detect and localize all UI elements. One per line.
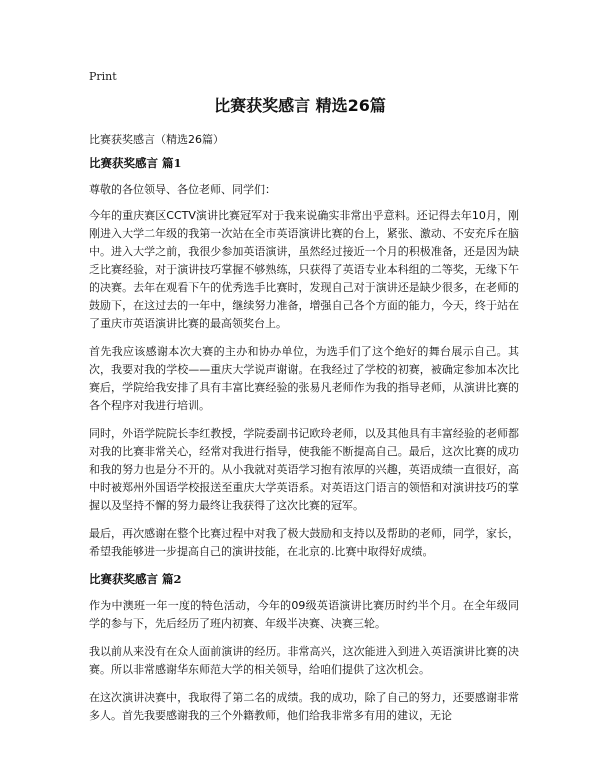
paragraph-greeting: 尊敬的各位领导、各位老师、同学们： (89, 183, 276, 196)
section-heading-1: 比赛获奖感言 篇1 (89, 156, 182, 170)
paragraph: 作为中澳班一年一度的特色活动，今年的09级英语演讲比赛历时约半个月。在全年级同学的参与下，先后经历了班内初赛、年级半决赛、决赛三轮。 (89, 599, 519, 630)
print-link[interactable]: Print (89, 70, 117, 83)
paragraph: 同时，外语学院院长李红教授，学院委副书记欧玲老师，以及其他具有丰富经验的老师都对我的比赛非常关心，经常对我进行指导，使我能不断提高自己。最后，这次比赛的成功和我的努力也是分不开的。从小我就对英语学习抱有浓厚的兴趣，英语成绩一直很好，高中时被郑州外国语学校报送至重庆大学英语系。对英语这门语言的领悟和对演讲技巧的掌握以及坚持不懈的努力最终让我获得了这次比赛的冠军。 (89, 427, 519, 512)
section-heading-2: 比赛获奖感言 篇2 (89, 572, 182, 586)
paragraph: 今年的重庆赛区CCTV演讲比赛冠军对于我来说确实非常出乎意料。还记得去年10月，刚刚进入大学二年级的我第一次站在全市英语演讲比赛的台上，紧张、激动、不安充斥在脑中。进入大学之前，我很少参加英语演讲，虽然经过接近一个月的积极准备，还是因为缺乏比赛经验，对于演讲技巧掌握不够熟练，只获得了英语专业本科组的二等奖，无缘下午的决赛。去年在观看下午的优秀选手比赛时，发现自己对于演讲还是缺少很多，在老师的鼓励下，在这过去的一年中，继续努力准备，增强自己各个方面的能力，今天，终于站在了重庆市英语演讲比赛的最高领奖台上。 (89, 209, 519, 330)
paragraph: 首先我应该感谢本次大赛的主办和协办单位，为选手们了这个绝好的舞台展示自己。其次，我要对我的学校——重庆大学说声谢谢。在我经过了学校的初赛，被确定参加本次比赛后，学院给我安排了具有丰富比赛经验的张易凡老师作为我的指导老师，从演讲比赛的各个程序对我进行培训。 (89, 345, 519, 412)
article-body (89, 155, 519, 735)
paragraph: 最后，再次感谢在整个比赛过程中对我了极大鼓励和支持以及帮助的老师，同学，家长，希望我能够进一步提高自己的演讲技能，在北京的.比赛中取得好成绩。 (89, 527, 519, 558)
paragraph: 我以前从来没有在众人面前演讲的经历。非常高兴，这次能进入到进入英语演讲比赛的决赛。所以非常感谢华东师范大学的相关领导，给咱们提供了这次机会。 (89, 645, 519, 676)
document-subtitle: 比赛获奖感言（精选26篇） (89, 133, 224, 146)
paragraph: 在这次演讲决赛中，我取得了第二名的成绩。我的成功，除了自己的努力，还要感谢非常多人。首先我要感谢我的三个外籍教师，他们给我非常多有用的建议，无论 (89, 691, 519, 722)
document-title: 比赛获奖感言 精选26篇 (214, 96, 386, 115)
